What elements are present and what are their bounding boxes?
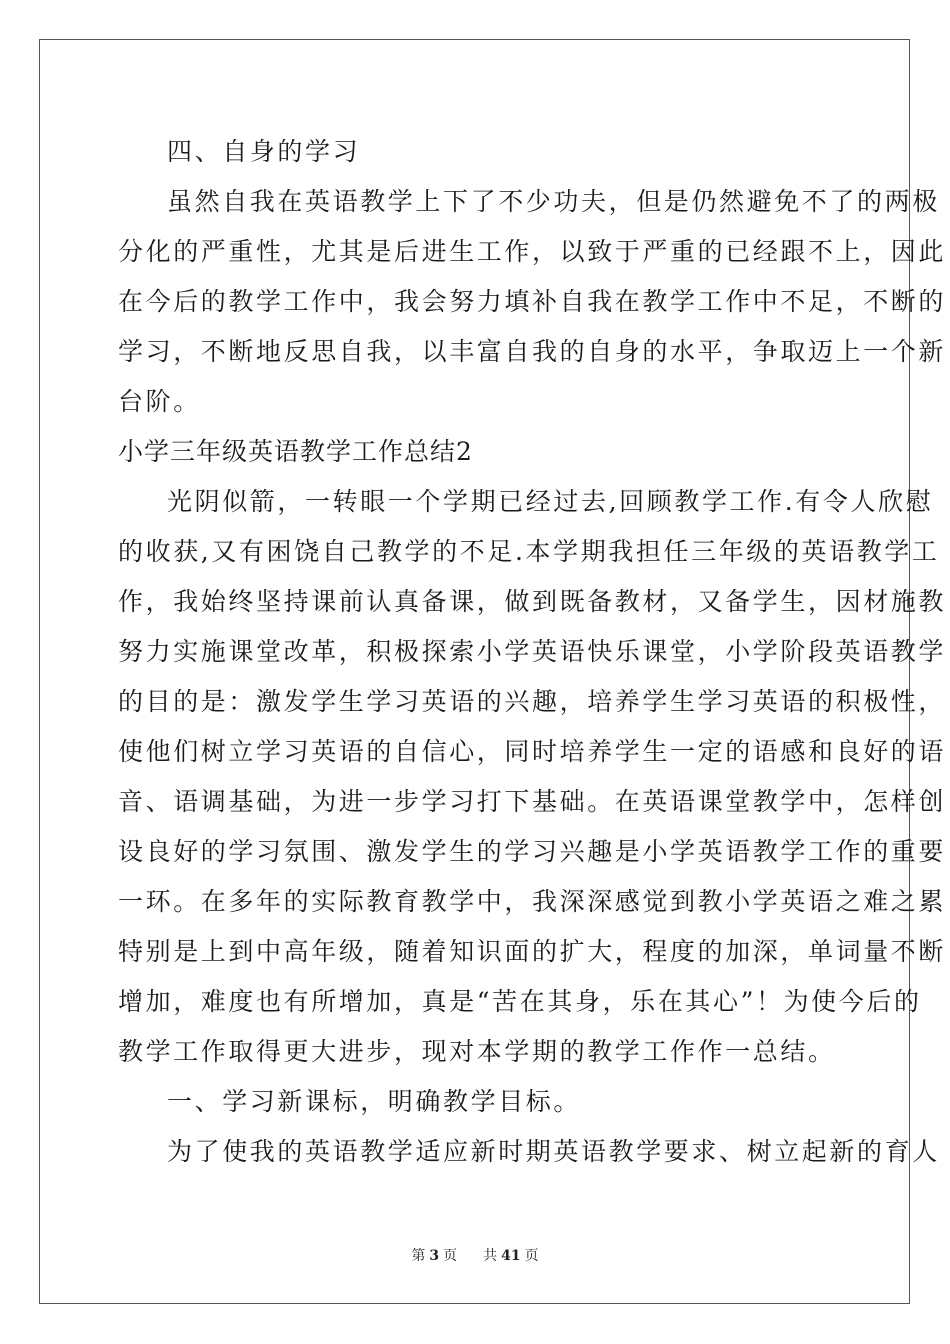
text-line: 分化的严重性，尤其是后进生工作，以致于严重的已经跟不上，因此 <box>118 237 947 266</box>
text-line: 四、自身的学习 <box>167 137 361 166</box>
text-line: 使他们树立学习英语的自信心，同时培养学生一定的语感和良好的语 <box>118 737 947 766</box>
text-line: 光阴似箭，一转眼一个学期已经过去,回顾教学工作.有令人欣慰 <box>167 487 934 516</box>
text-line: 在今后的教学工作中，我会努力填补自我在教学工作中不足，不断的 <box>118 287 947 316</box>
page-total-label: 共 41 页 <box>483 1248 539 1264</box>
text-line: 一、学习新课标，明确教学目标。 <box>167 1087 582 1116</box>
text-line: 设良好的学习氛围、激发学生的学习兴趣是小学英语教学工作的重要 <box>118 837 947 866</box>
text-line: 的收获,又有困饶自己教学的不足.本学期我担任三年级的英语教学工 <box>118 537 940 566</box>
text-line: 增加，难度也有所增加，真是“苦在其身，乐在其心”！为使今后的 <box>118 987 922 1016</box>
text-line: 作，我始终坚持课前认真备课，做到既备教材，又备学生，因材施教 <box>118 587 947 616</box>
text-line: 虽然自我在英语教学上下了不少功夫，但是仍然避免不了的两极 <box>167 187 940 216</box>
text-line: 特别是上到中高年级，随着知识面的扩大，程度的加深，单词量不断 <box>118 937 947 966</box>
document-body <box>118 127 947 1177</box>
text-line: 一环。在多年的实际教育教学中，我深深感觉到教小学英语之难之累 <box>118 887 947 916</box>
text-line: 努力实施课堂改革，积极探索小学英语快乐课堂，小学阶段英语教学 <box>118 637 947 666</box>
text-line: 学习，不断地反思自我，以丰富自我的自身的水平，争取迈上一个新 <box>118 337 947 366</box>
text-line: 教学工作取得更大进步，现对本学期的教学工作作一总结。 <box>118 1037 836 1066</box>
section-heading: 小学三年级英语教学工作总结2 <box>118 437 473 466</box>
text-line: 音、语调基础，为进一步学习打下基础。在英语课堂教学中，怎样创 <box>118 787 947 816</box>
page-number-label: 第 3 页 <box>411 1248 458 1264</box>
text-line: 为了使我的英语教学适应新时期英语教学要求、树立起新的育人 <box>167 1137 940 1166</box>
text-line: 的目的是：激发学生学习英语的兴趣，培养学生学习英语的积极性， <box>118 687 947 716</box>
page-footer <box>0 1245 950 1265</box>
text-line: 台阶。 <box>118 387 201 416</box>
